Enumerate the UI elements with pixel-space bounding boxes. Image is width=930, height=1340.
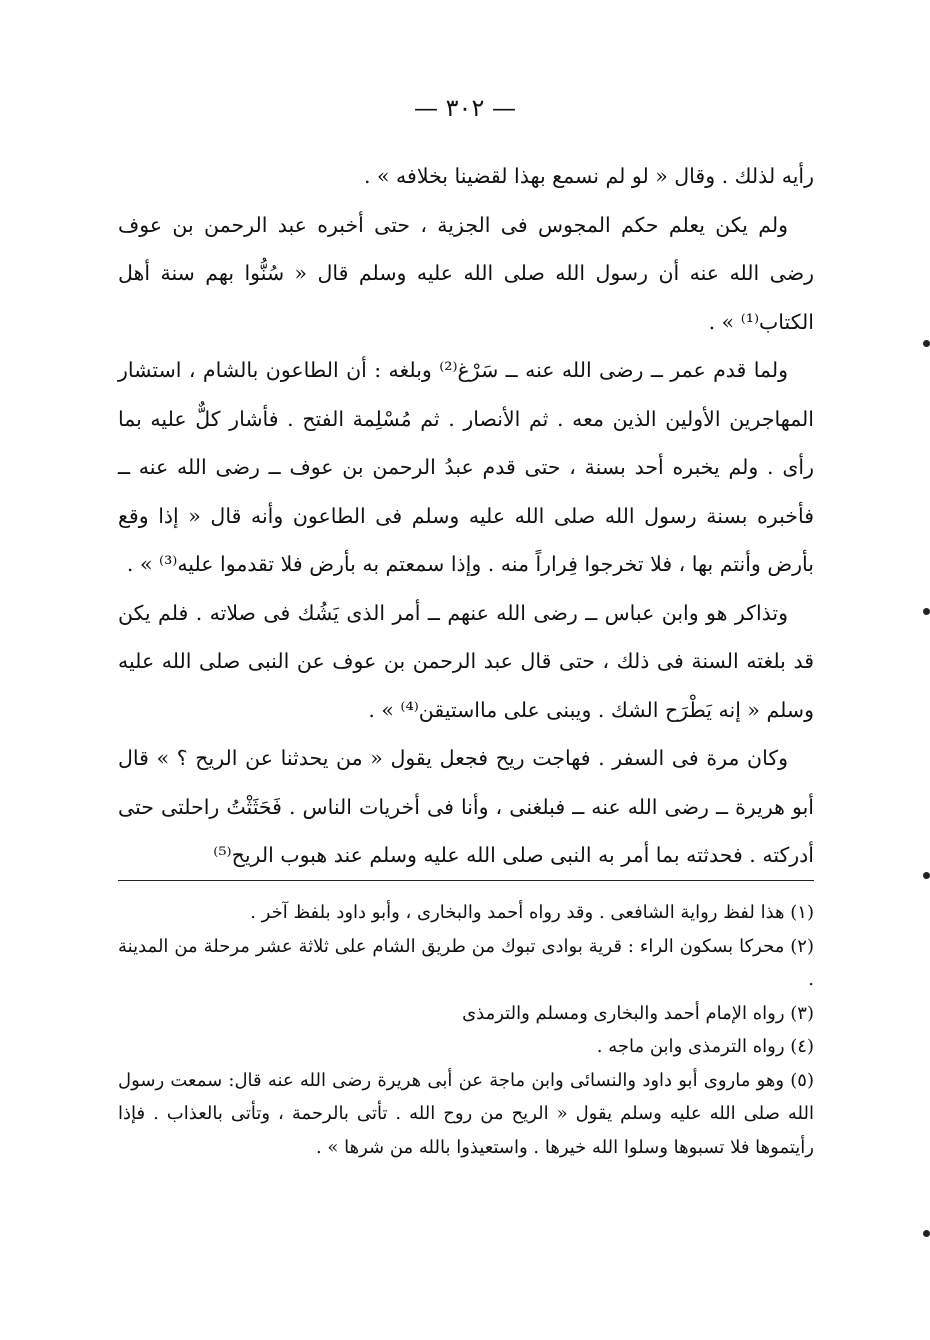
footnote-separator xyxy=(118,880,814,881)
footnote: (١) هذا لفظ رواية الشافعى . وقد رواه أحمد والبخارى ، وأبو داود بلفظ آخر . xyxy=(250,902,814,923)
scan-margin-mark xyxy=(923,1230,930,1237)
paragraph: وكان مرة فى السفر . فهاجت ريح فجعل يقول « من يحدثنا عن الريح ؟ » قال أبو هريرة ــ رضى الله عنه ــ فبلغنى ، وأنا فى أخريات الناس . فَحَثَثْتُ راحلتى حتى أدركته . فحدثته بما أمر به النبى صلى الله عليه وسلم عند هبوب الريح⁽⁵⁾ xyxy=(118,746,814,867)
page-number: — ٣٠٢ — xyxy=(414,94,516,122)
main-text xyxy=(118,152,814,880)
scan-margin-mark xyxy=(923,872,930,879)
footnote: (٥) وهو ماروى أبو داود والنسائى وابن ماجة عن أبى هريرة رضى الله عنه قال: سمعت رسول الله صلى الله عليه وسلم يقول « الريح من روح الله . تأتى بالرحمة ، وتأتى بالعذاب . فإذا رأيتموها فلا تسبوها وسلوا الله خيرها . واستعيذوا بالله من شرها » . xyxy=(118,1069,814,1158)
scan-margin-mark xyxy=(923,608,930,615)
footnote: (٣) رواه الإمام أحمد والبخارى ومسلم والترمذى xyxy=(462,1002,814,1024)
paragraph: رأيه لذلك . وقال « لو لم نسمع بهذا لقضينا بخلافه » . xyxy=(363,164,814,188)
paragraph: ولما قدم عمر ــ رضى الله عنه ــ سَرْغ⁽²⁾ وبلغه : أن الطاعون بالشام ، استشار المهاجرين الأولين الذين معه . ثم الأنصار . ثم مُسْلِمة الفتح . فأشار كلٌّ عليه بما رأى . ولم يخبره أحد بسنة ، حتى قدم عبدُ الرحمن بن عوف ــ رضى الله عنه ــ فأخبره بسنة رسول الله صلى الله عليه وسلم فى الطاعون وأنه قال « إذا وقع بأرض وأنتم بها ، فلا تخرجوا فِراراً منه . وإذا سمعتم به بأرض فلا تقدموا عليه⁽³⁾ » . xyxy=(118,358,814,576)
footnotes xyxy=(118,896,814,1164)
paragraph: ولم يكن يعلم حكم المجوس فى الجزية ، حتى أخبره عبد الرحمن بن عوف رضى الله عنه أن رسول الله صلى الله عليه وسلم قال « سُنُّوا بهم سنة أهل الكتاب⁽¹⁾ » . xyxy=(118,212,814,334)
footnote: (٢) محركا بسكون الراء : قرية بوادى تبوك من طريق الشام على ثلاثة عشر مرحلة من المدينة . xyxy=(118,935,814,990)
footnote: (٤) رواه الترمذى وابن ماجه . xyxy=(596,1036,814,1057)
scan-margin-mark xyxy=(923,340,930,347)
paragraph: وتذاكر هو وابن عباس ــ رضى الله عنهم ــ أمر الذى يَشُك فى صلاته . فلم يكن قد بلغته السنة فى ذلك ، حتى قال عبد الرحمن بن عوف عن النبى صلى الله عليه وسلم « إنه يَطْرَح الشك . ويبنى على مااستيقن⁽⁴⁾ » . xyxy=(118,600,814,722)
